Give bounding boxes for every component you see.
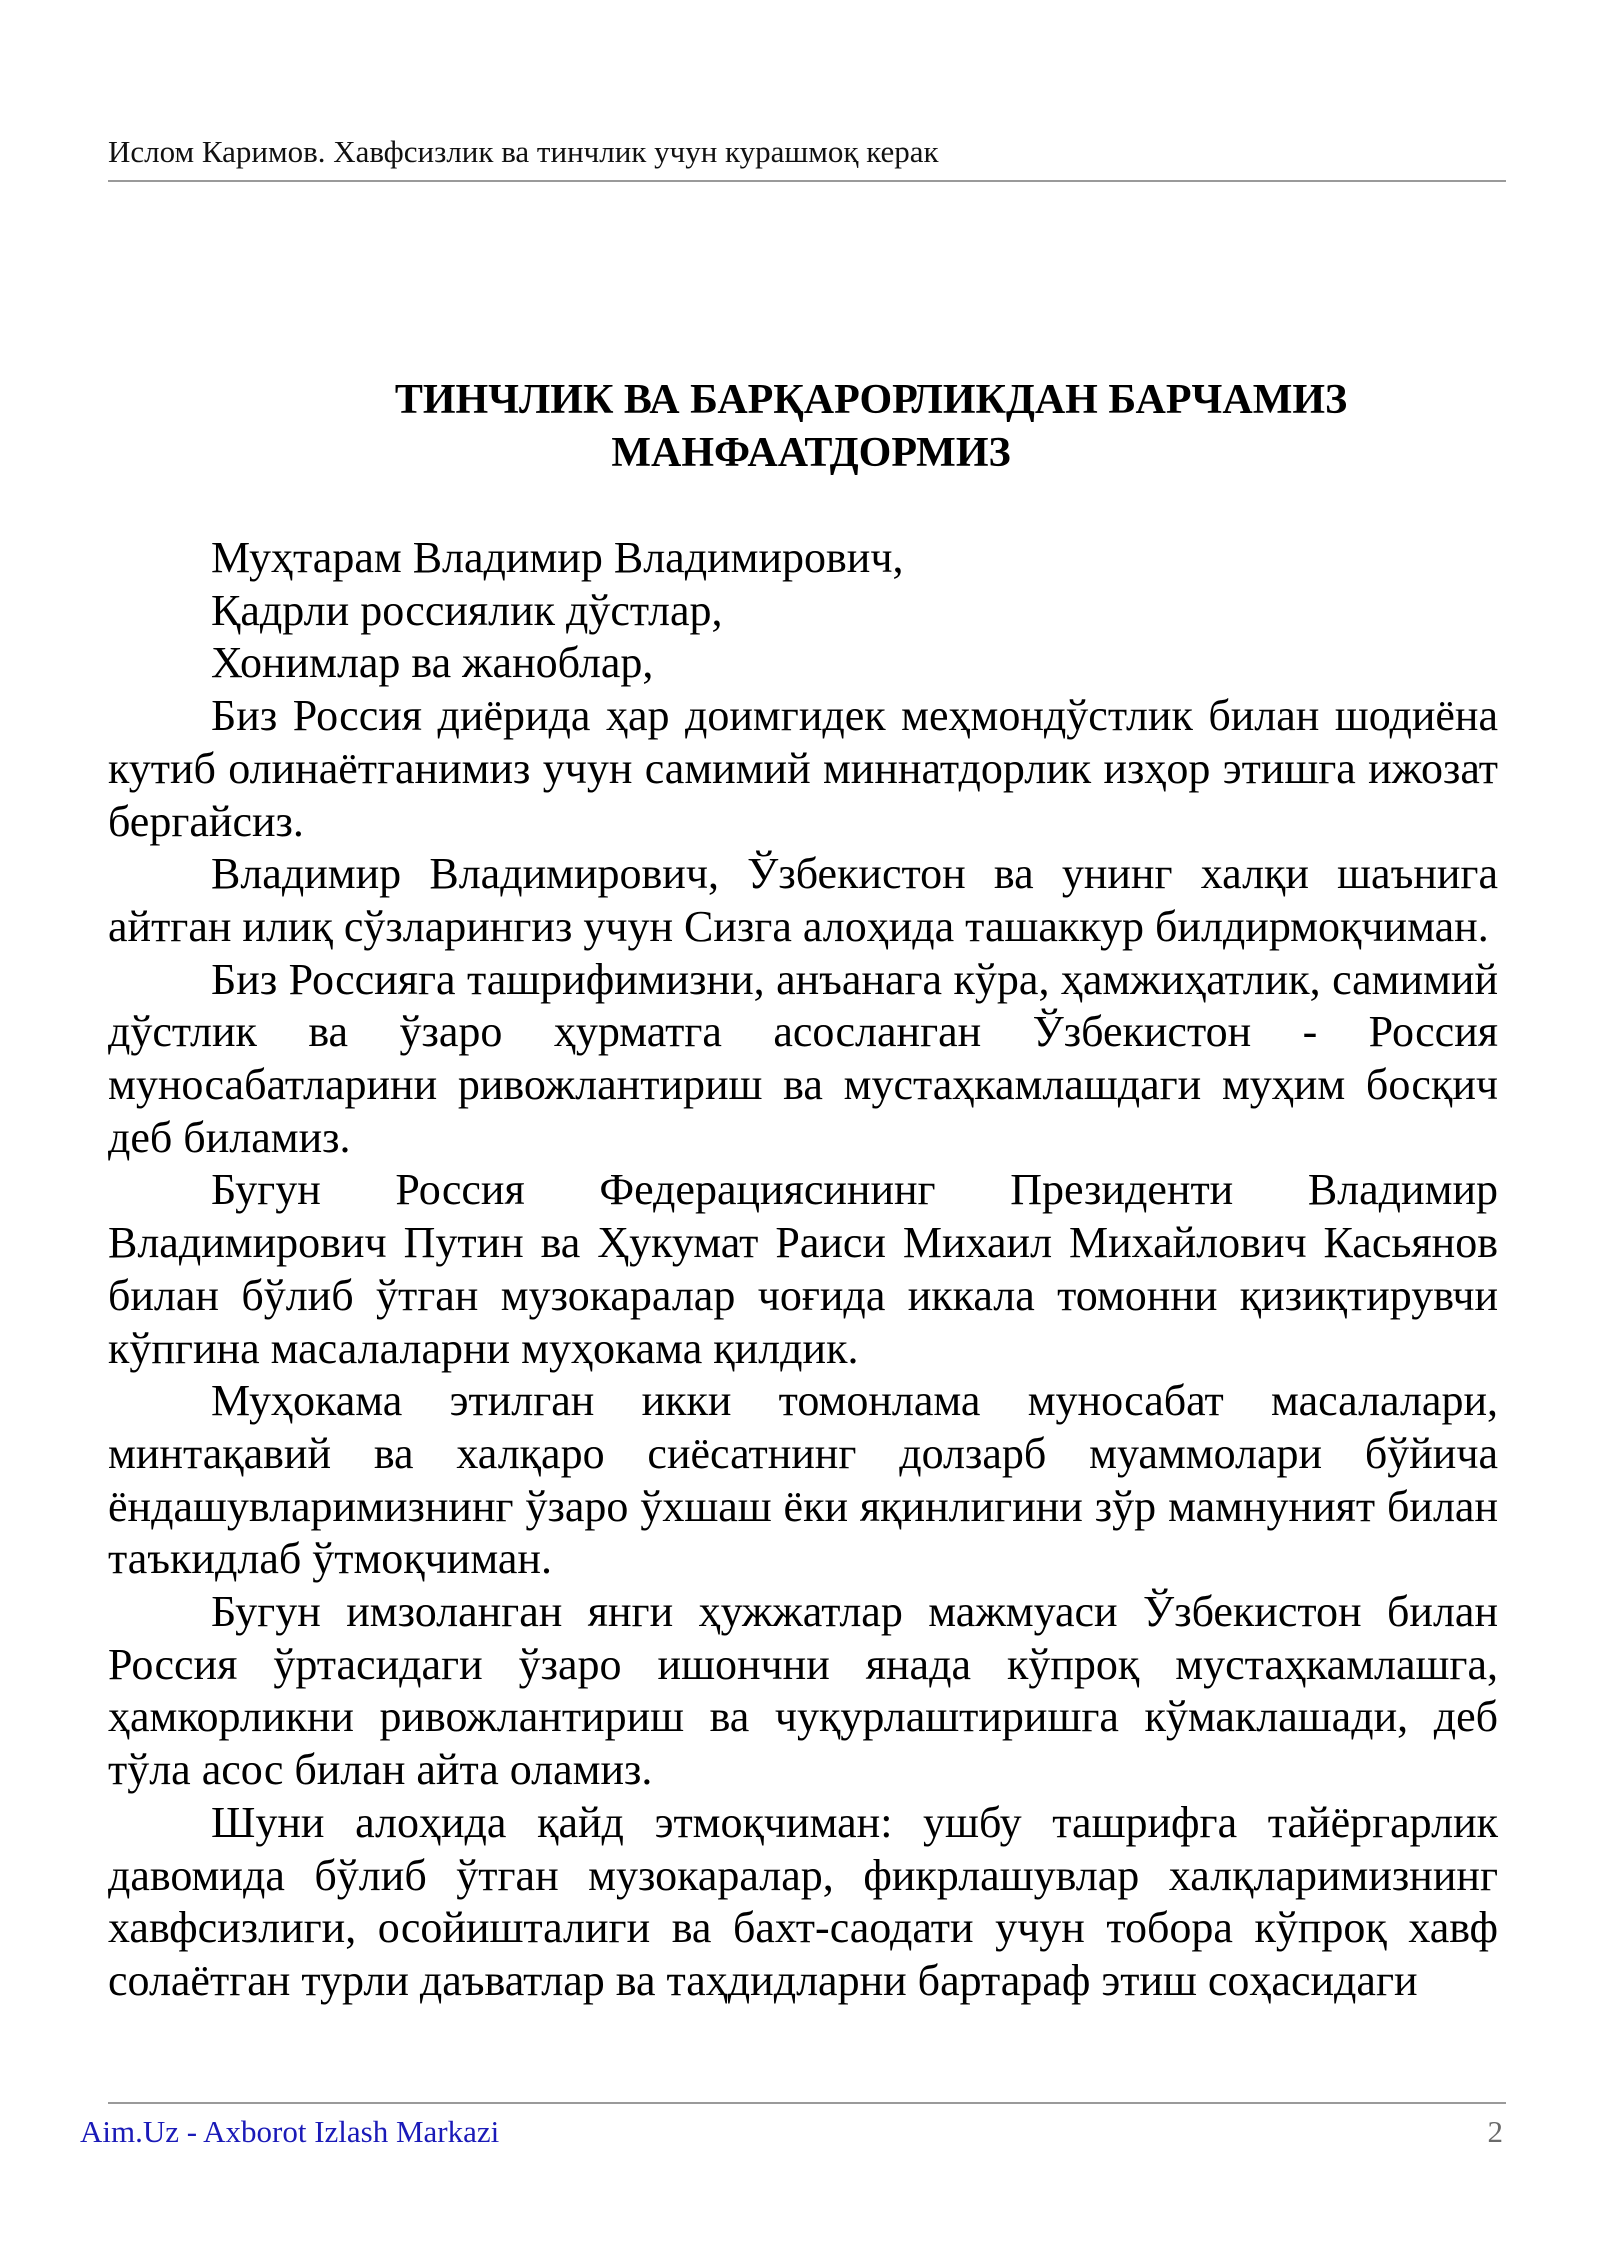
body-paragraph: Владимир Владимирович, Ўзбекистон ва унинг халқи шаънига айтган илиқ сўзларингиз учун Сизга алоҳида ташаккур билдирмоқчиман.	[108, 849, 1498, 951]
salutation-line: Муҳтарам Владимир Владимирович,	[211, 533, 904, 582]
title-line-1: ТИНЧЛИК ВА БАРҚАРОРЛИКДАН БАРЧАМИЗ	[394, 377, 1348, 423]
document-body	[108, 532, 1498, 2008]
title-line-2: МАНФААТДОРМИЗ	[611, 430, 1011, 476]
footer-divider	[108, 2102, 1506, 2104]
body-paragraph: Биз Россияга ташрифимизни, анъанага кўра, ҳамжиҳатлик, самимий дўстлик ва ўзаро ҳурматга асосланган Ўзбекистон - Россия муносабатларини ривожлантириш ва мустаҳкамлашдаги муҳим босқич деб биламиз.	[108, 954, 1498, 1162]
document-title	[108, 374, 1506, 480]
body-paragraph: Бугун имзоланган янги ҳужжатлар мажмуаси Ўзбекистон билан Россия ўртасидаги ўзаро ишончни янада кўпроқ мустаҳкамлашга, ҳамкорликни ривожлантириш ва чуқурлаштиришга кўмаклашади, деб тўла асос билан айта оламиз.	[108, 1587, 1498, 1795]
body-paragraph: Бугун Россия Федерациясининг Президенти Владимир Владимирович Путин ва Ҳукумат Раиси Михаил Михайлович Касьянов билан бўлиб ўтган музокаралар чоғида иккала томонни қизиқтирувчи кўпгина масалаларни муҳокама қилдик.	[108, 1165, 1498, 1373]
running-header: Ислом Каримов. Хавфсизлик ва тинчлик учун курашмоқ керак	[108, 134, 939, 169]
salutation-line: Қадрли россиялик дўстлар,	[211, 585, 723, 635]
body-paragraph: Шуни алоҳида қайд этмоқчиман: ушбу ташрифга тайёргарлик давомида бўлиб ўтган музокаралар, фикрлашувлар халқларимизнинг хавфсизлиги, осойишталиги ва бахт-саодати учун тобора кўпроқ хавф солаётган турли даъватлар ва таҳдидларни бартараф этиш соҳасидаги	[108, 1797, 1498, 2005]
salutation-line: Хонимлар ва жаноблар,	[211, 638, 654, 688]
page-number: 2	[1487, 2114, 1503, 2149]
body-paragraph: Биз Россия диёрида ҳар доимгидек меҳмондўстлик билан шодиёна кутиб олинаётганимиз учун самимий миннатдорлик изҳор этишга ижозат бергайсиз.	[108, 691, 1498, 846]
footer-source-link[interactable]: Aim.Uz - Axborot Izlash Markazi	[80, 2114, 500, 2149]
body-paragraph: Муҳокама этилган икки томонлама муносабат масалалари, минтақавий ва халқаро сиёсатнинг долзарб муаммолари бўйича ёндашувларимизнинг ўзаро ўхшаш ёки яқинлигини зўр мамнуният билан таъкидлаб ўтмоқчиман.	[108, 1376, 1498, 1584]
header-divider	[108, 180, 1506, 182]
